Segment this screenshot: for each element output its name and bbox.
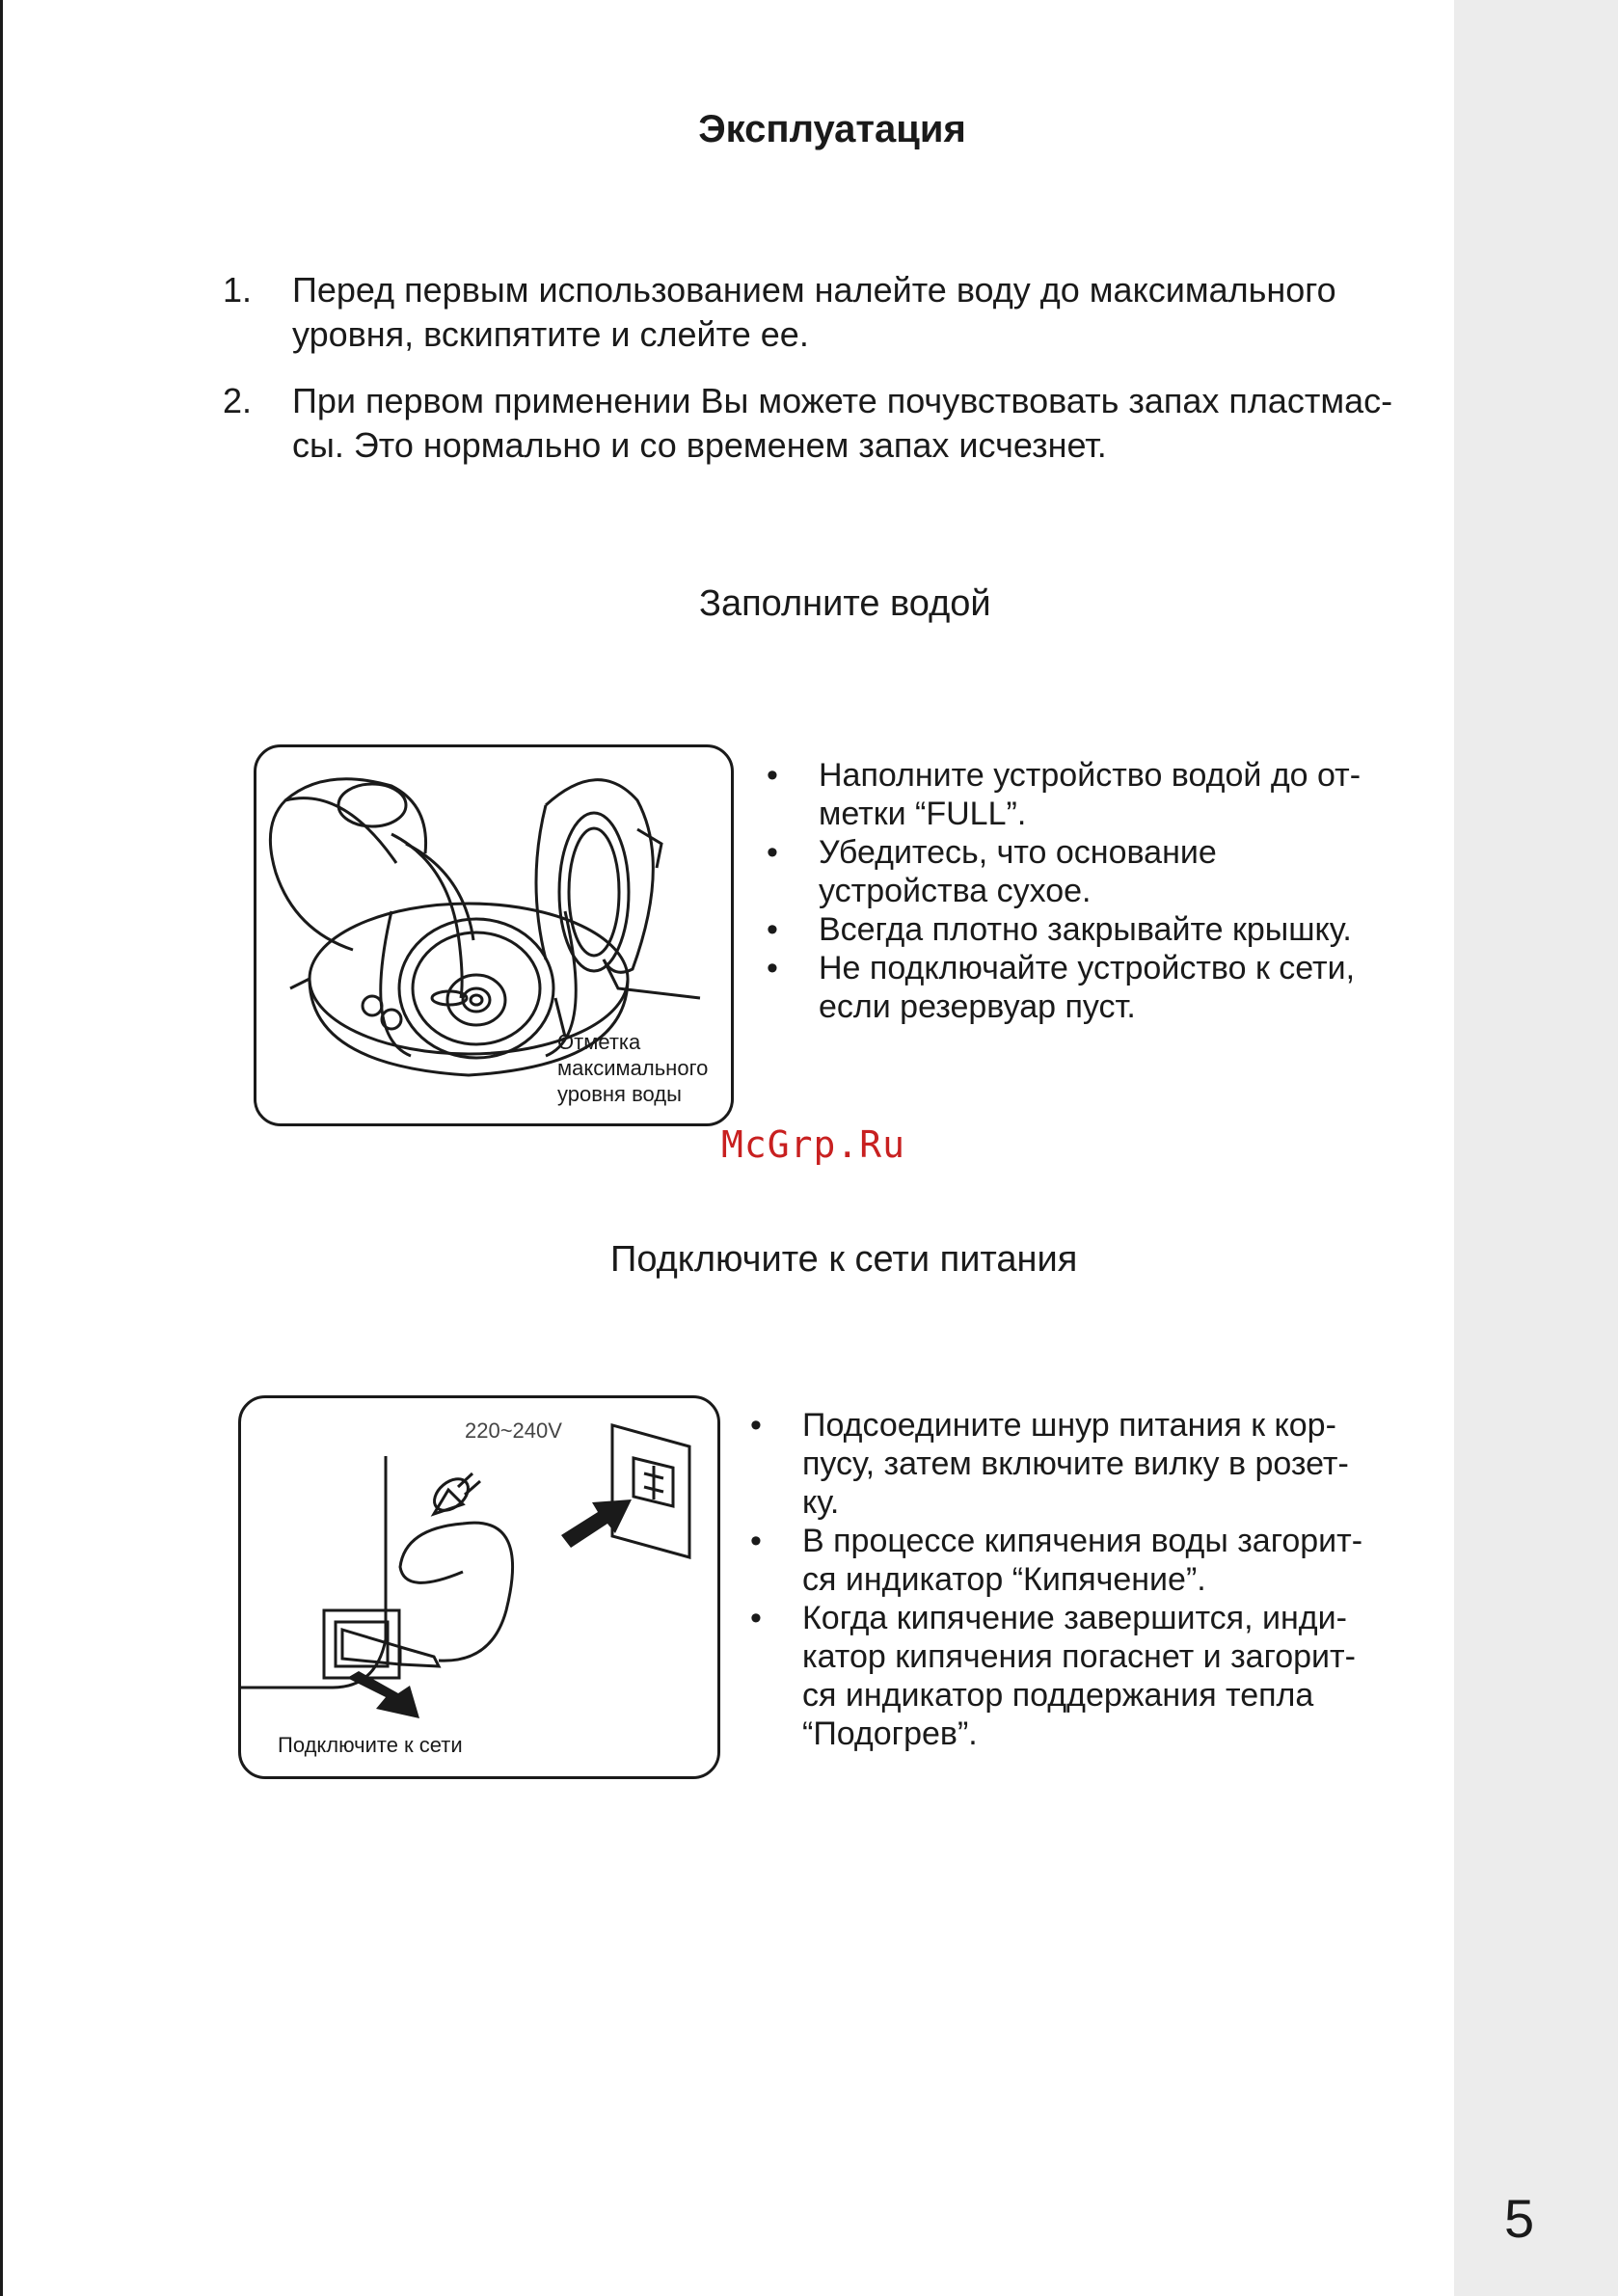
bullet-icon: • bbox=[767, 950, 778, 986]
voltage-label: 220~240V bbox=[465, 1418, 562, 1443]
page-title: Эксплуатация bbox=[698, 108, 966, 150]
fill-caption-line: уровня воды bbox=[557, 1082, 682, 1106]
power-bullet bbox=[750, 1522, 1362, 1599]
step-line: сы. Это нормально и со временем запах исчезнет. bbox=[292, 425, 1107, 465]
fill-bullet bbox=[767, 833, 1361, 910]
power-plug-illustration bbox=[241, 1398, 720, 1779]
bullet-line: если резервуар пуст. bbox=[819, 988, 1136, 1025]
bullet-line: ся индикатор “Кипячение”. bbox=[802, 1561, 1206, 1598]
fill-caption-line: Отметка bbox=[557, 1030, 641, 1054]
fill-caption-line: максимального bbox=[557, 1056, 709, 1080]
bullet-icon: • bbox=[750, 1600, 762, 1636]
bullet-icon: • bbox=[767, 834, 778, 871]
bullet-icon: • bbox=[767, 911, 778, 948]
fill-bullet bbox=[767, 949, 1361, 1026]
power-bullets bbox=[750, 1406, 1362, 1753]
bullet-line: устройства сухое. bbox=[819, 873, 1092, 909]
bullet-line: “Подогрев”. bbox=[802, 1715, 978, 1752]
bullet-line: Наполните устройство водой до от- bbox=[819, 757, 1362, 794]
step-line: уровня, вскипятите и слейте ее. bbox=[292, 314, 809, 354]
step-line: При первом применении Вы можете почувствовать запах пластмас- bbox=[292, 381, 1393, 420]
power-caption: Подключите к сети bbox=[278, 1733, 463, 1757]
bullet-line: ку. bbox=[802, 1484, 840, 1521]
bullet-icon: • bbox=[750, 1523, 762, 1559]
fill-section-title: Заполните водой bbox=[699, 583, 991, 624]
fill-bullet bbox=[767, 910, 1361, 949]
bullet-icon: • bbox=[767, 757, 778, 794]
bullet-line: Всегда плотно закрывайте крышку. bbox=[819, 911, 1352, 948]
bullet-line: Когда кипячение завершится, инди- bbox=[802, 1600, 1347, 1636]
bullet-icon: • bbox=[750, 1407, 762, 1444]
step-number: 2. bbox=[223, 381, 253, 420]
power-section-title: Подключите к сети питания bbox=[610, 1239, 1078, 1280]
bullet-line: Подсоедините шнур питания к кор- bbox=[802, 1407, 1336, 1444]
bullet-line: метки “FULL”. bbox=[819, 796, 1027, 832]
power-bullet bbox=[750, 1406, 1362, 1522]
step-number: 1. bbox=[223, 270, 253, 310]
bullet-line: В процессе кипячения воды загорит- bbox=[802, 1523, 1363, 1559]
bullet-line: Не подключайте устройство к сети, bbox=[819, 950, 1356, 986]
page-number: 5 bbox=[1504, 2188, 1535, 2249]
step-line: Перед первым использованием налейте воду до максимального bbox=[292, 270, 1336, 310]
power-bullet bbox=[750, 1599, 1362, 1753]
power-connect-figure bbox=[238, 1395, 720, 1779]
bullet-line: катор кипячения погаснет и загорит- bbox=[802, 1638, 1356, 1675]
bullet-line: ся индикатор поддержания тепла bbox=[802, 1677, 1314, 1714]
fill-bullet bbox=[767, 756, 1361, 833]
bullet-line: пусу, затем включите вилку в розет- bbox=[802, 1445, 1349, 1482]
fill-bullets bbox=[767, 756, 1361, 1026]
bullet-line: Убедитесь, что основание bbox=[819, 834, 1217, 871]
side-margin-strip bbox=[1454, 0, 1618, 2296]
kettle-fill-figure bbox=[254, 744, 734, 1126]
watermark: McGrp.Ru bbox=[721, 1123, 906, 1166]
